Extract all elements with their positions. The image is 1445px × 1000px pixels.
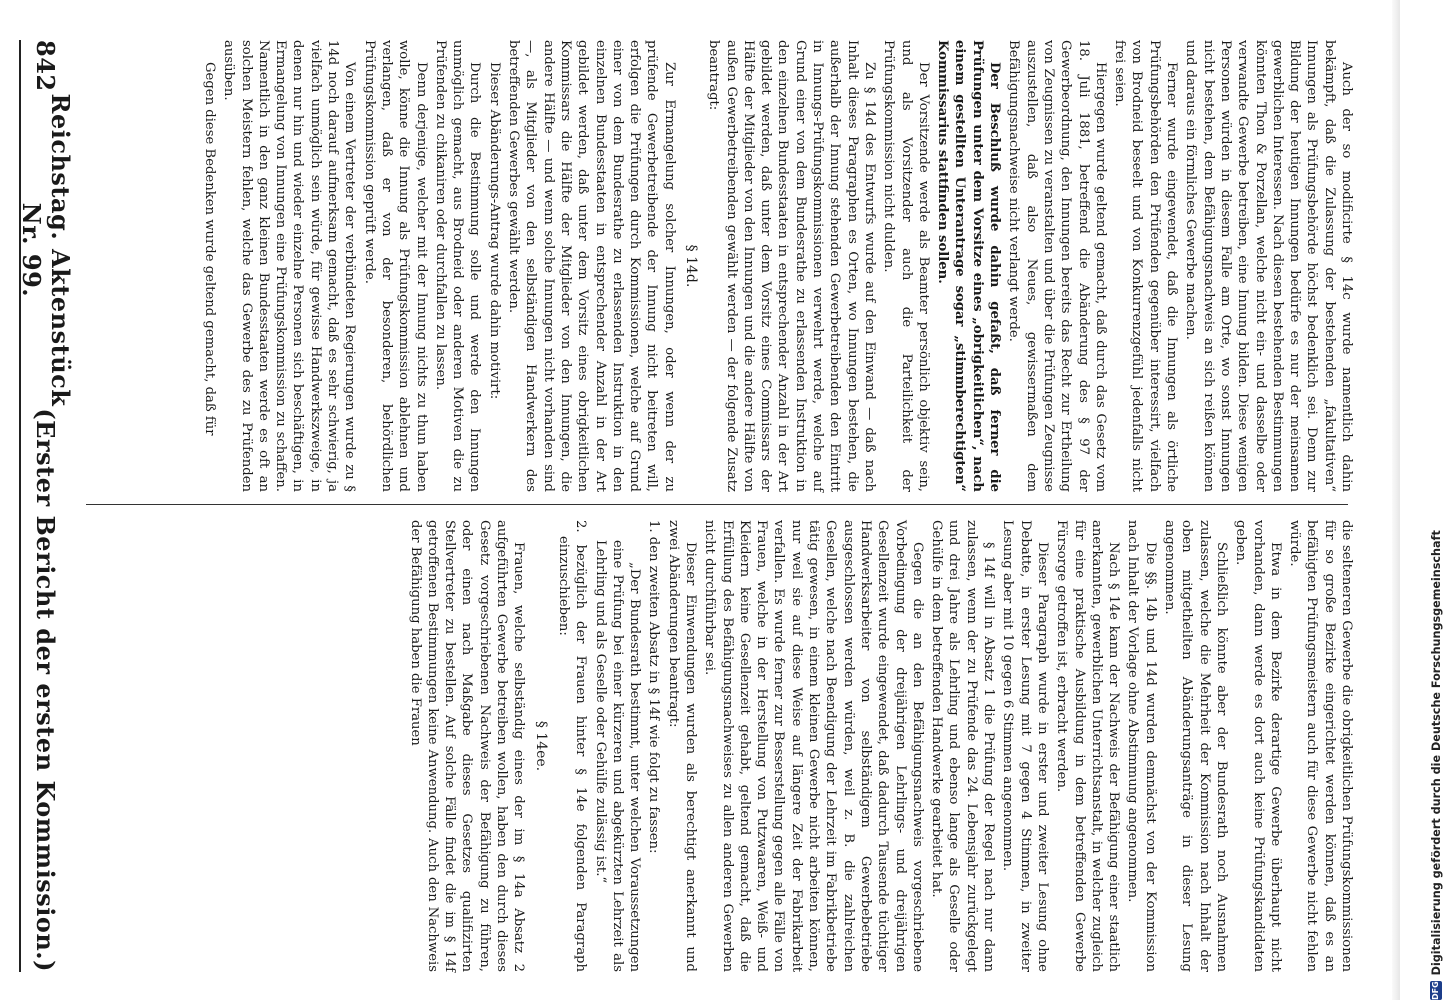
- paragraph: Zu § 14d des Entwurfs wurde auf den Einwand — daß nach Inhalt dieses Paragraphen es Orten, wo Innungen bestehen, die außerhalb der Innung stehenden Gewerbetreibenden den Eintritt in Innungs-Prüfungskommissionen verwehrt werde, welche auf Grund einer von dem Bundesrathe zu erlassenden Instruktion in den einzelnen Bundesstaaten in entsprechender Anzahl in der Art gebildet werden, daß unter dem Vorsitz eines Commissars der Hälfte der Mitglieder von den Innungen und die andere Hälfte von außen Gewerbetreibenden gewählt werden — der folgende Zusatz beantragt:: [706, 40, 877, 492]
- paragraph: Die §§. 14b und 14d wurden demnächst von der Kommission nach Inhalt der Vorlage ohne Abstimmung angenommen.: [1125, 520, 1158, 972]
- paragraph: Etwa in dem Bezirke derartige Gewerbe überhaupt nicht vorhanden, dann werde es dort auch keine Prüfungskandidaten geben.: [1233, 520, 1283, 972]
- paragraph: Dieser Abänderungs-Antrag wurde dahin motivirt:: [486, 62, 502, 400]
- paragraph: Dieser Einwendungen wurden als berechtigt anerkannt und zwei Abänderungen beantragt:: [665, 520, 699, 972]
- footer-text: Digitalisierung gefördert durch die Deutsche Forschungsgemeinschaft: [1429, 530, 1443, 976]
- paragraph: Von einem Vertreter der verbündeten Regierungen wurde zu § 14d noch darauf aufmerksam gemacht, daß es sehr schwierig, ja vielfach unmöglich sein würde, für gewisse Handwerkszweige, in denen nur hin und wieder einzelne Personen sich beschäftigen, in Ermangelung von Innungen eine Prüfungskommission zu schaffen. Namentlich in den ganz kleinen Bundesstaaten werde es oft an solchen Meistern fehlen, welche das Gewerbe des zu Prüfenden ausüben.: [221, 40, 358, 492]
- paragraph: Gegen die an den Befähigungsnachweis vorgeschriebene Vorbedingung der dreijährigen Lehrlings- und dreijährigen Gesellenzeit wurde eingewendet, daß dadurch Tausende tüchtiger Handwerksarbeiter von selbständigem Gewerbebetriebe ausgeschlossen werden würden, weil z. B. die zahlreichen Gesellen, welche nach Beendigung der Lehrzeit im Fabrikbetriebe tätig gewesen, in einem kleinen Gewerbe nicht arbeiten können, nur weil sie auf diese Weise auf längere Zeit der Fabrikarbeit verfallen. Es wurde ferner zur Besserstellung gegen alle Fälle von Frauen, welche in der Herstellung von Putzwaaren, Weiß- und Kleidern keine Gesellenzeit gehabt, geltend gemacht, daß die Erfüllung des Befähigungsnachweises zu allen anderen Gewerben nicht durchführbar sei.: [702, 520, 925, 972]
- paragraph: Dieser Paragraph wurde in erster und zweiter Lesung ohne Debatte, in erster Lesung mit 7 gegen 4 Stimmen, in zweiter Lesung aber mit 10 gegen 6 Stimmen angenommen.: [1000, 520, 1050, 972]
- paragraph: die selteneren Gewerbe die obrigkeitlichen Prüfungskommissionen für so große Bezirke eingerichtet werden können, daß es an befähigten Prüfungsmeistern auch für diese Gewerbe nicht fehlen würde.: [1287, 520, 1354, 972]
- paragraph: Der Vorsitzende werde als Beamter persönlich objektiv sein, und als Vorsitzender auch die Parteilichkeit der Prüfungskommission nicht dulden.: [881, 40, 931, 492]
- paragraph: Nach § 14e kann der Nachweis der Befähigung einer staatlich anerkannten, gewerblichen Unterrichtsanstalt, in welcher zugleich für eine praktische Ausbildung in dem betreffenden Gewerbe Fürsorge getroffen ist, erbracht werden.: [1054, 520, 1122, 972]
- paragraph: Gegen diese Bedenken wurde geltend gemacht, daß für: [202, 62, 217, 436]
- paragraph: Durch die Bestimmung solle und werde den Innungen unmöglich gemacht, aus Brodneid oder anderen Motiven die zu Prüfenden zu chikaniren oder durchfallen zu lassen.: [432, 40, 483, 492]
- left-column: [85, 40, 1355, 492]
- page-subtitle: (Erster Bericht der ersten Kommission.): [31, 408, 61, 972]
- footer-credit: [1409, 530, 1443, 1000]
- paragraph: § 14f will in Absatz 1 die Prüfung der Regel nach nur dann zulassen, wenn der zu Prüfende das 24. Lebensjahr zurückgelegt und drei Jahre als Lehrling und ebenso lange als Geselle oder Gehülfe in dem betreffenden Handwerke gearbeitet hat.: [929, 520, 997, 972]
- quoted-paragraph: „Der Bundesrath bestimmt, unter welchen Voraussetzungen eine Prüfung bei einer kürzeren und abgekürzten Lehrzeit als Lehrling und als Geselle oder Gehülfe zulässig ist.“: [592, 540, 643, 972]
- paragraph: Auch der so modificirte § 14c wurde namentlich dahin bekämpft, daß die Zulassung der bestehenden „fakultativen“ Innungen als Prüfungsbehörde höchst bedenklich sei. Denn zur Bildung der heutigen Innungen bedürfe es nur der meinsamen gewerblichen Interessen. Nach diesen bestehenden Bestimmungen könnten Thon & Porzellan, welche nicht ein- und dasselbe oder verwandte Gewerbe betreiben, eine Innung bilden. Diese wenigen Personen würden in diesem Falle am Orte, wo sonst Innungen nicht bestehen, dem Befähigungsnachweis an sich reißen können und daraus ein förmliches Gewerbe machen.: [1183, 40, 1354, 492]
- right-column: [85, 520, 1355, 972]
- page-header: [17, 40, 75, 972]
- paragraph: Hiergegen wurde geltend gemacht, daß durch das Gesetz vom 18. Juli 1881, betreffend die Abänderung des § 97 der Gewerbeordnung, den Innungen bereits das Recht zur Ertheilung von Zeugnissen zu veranstalten und über die Prüfungen Zeugnisse auszustellen, daß also Neues, gewissermaßen dem Befähigungsnachweise nicht verlangt werde.: [1006, 40, 1108, 492]
- column-divider: [86, 504, 1348, 505]
- paragraph: Frauen, welche selbständig eines der im § 14a Absatz 2 aufgeführten Gewerbe betreiben wollen, haben den durch dieses Gesetz vorgeschriebenen Nachweis der Befähigung zu führen, oder einen nach Maßgabe dieses Gesetzes qualifizirten Stellvertreter zu bestellen. Auf solche Fälle findet die im § 14f getroffenen Bestimmungen keine Anwendung. Auch den Nachweis der Befähigung haben die Frauen: [407, 520, 527, 972]
- paragraph: Denn derjenige, welcher mit der Innung nichts zu thun haben wolle, könne die Innung als Prüfungskommission ablehnen und verlangen, daß er von der besonderen, behördlichen Prüfungskommission geprüft werde.: [361, 40, 429, 492]
- paragraph: Schließlich könnte aber der Bundesrath noch Ausnahmen zulassen, welche die Mehrheit der Kommission nach Inhalt der oben mitgetheilten Abänderungsanträge in dieser Lesung angenommen.: [1162, 520, 1229, 972]
- page-number: 842: [31, 40, 61, 92]
- paragraph: Zur Ermangelung solcher Innungen, oder wenn der zu prüfende Gewerbetreibende der Innung nicht beitreten will, erfolgen die Prüfungen durch Kommissionen, welche auf Grund einer von dem Bundesrathe zu erlassenden Instruktion in den einzelnen Bundesstaaten in entsprechender Anzahl in der Art gebildet werden, daß unter dem Vorsitz eines obrigkeitlichen Kommissars die Hälfte der Mitglieder von den Innungen, die andere Hälfte — und wenn solche Innungen nicht vorhanden sind —, als Mitglieder von den selbständigen Handwerkern des betreffenden Gewerbes gewählt werden.: [506, 40, 677, 492]
- section-heading: § 14ee.: [532, 720, 549, 772]
- paragraph: Der Beschluß wurde dahin gefaßt, daß ferner die Prüfungen unter dem Vorsitze eines „obrigkeitlichen“, nach einem gestellten Unterantrage sogar „stimmberechtigten“ Kommissarius stattfinden sollen.: [935, 40, 1003, 492]
- page-title: Reichstag. Aktenstück Nr. 99.: [17, 93, 75, 407]
- list-item: 1. den zweiten Absatz in § 14f wie folgt zu fassen:: [646, 520, 662, 854]
- list-item: 2. bezüglich der Frauen hinter § 14e folgenden Paragraph einzuschieben:: [555, 520, 589, 972]
- section-heading: § 14d.: [683, 244, 700, 288]
- dfg-logo: DFG: [1431, 981, 1440, 1000]
- paragraph: Ferner wurde eingewendet, daß die Innungen als örtliche Prüfungsbehörden den Prüfenden gegenüber interessirt, vielfach von Brodneid beseelt und von Konkurrenzgefühl jedenfalls nicht frei seien.: [1112, 40, 1180, 492]
